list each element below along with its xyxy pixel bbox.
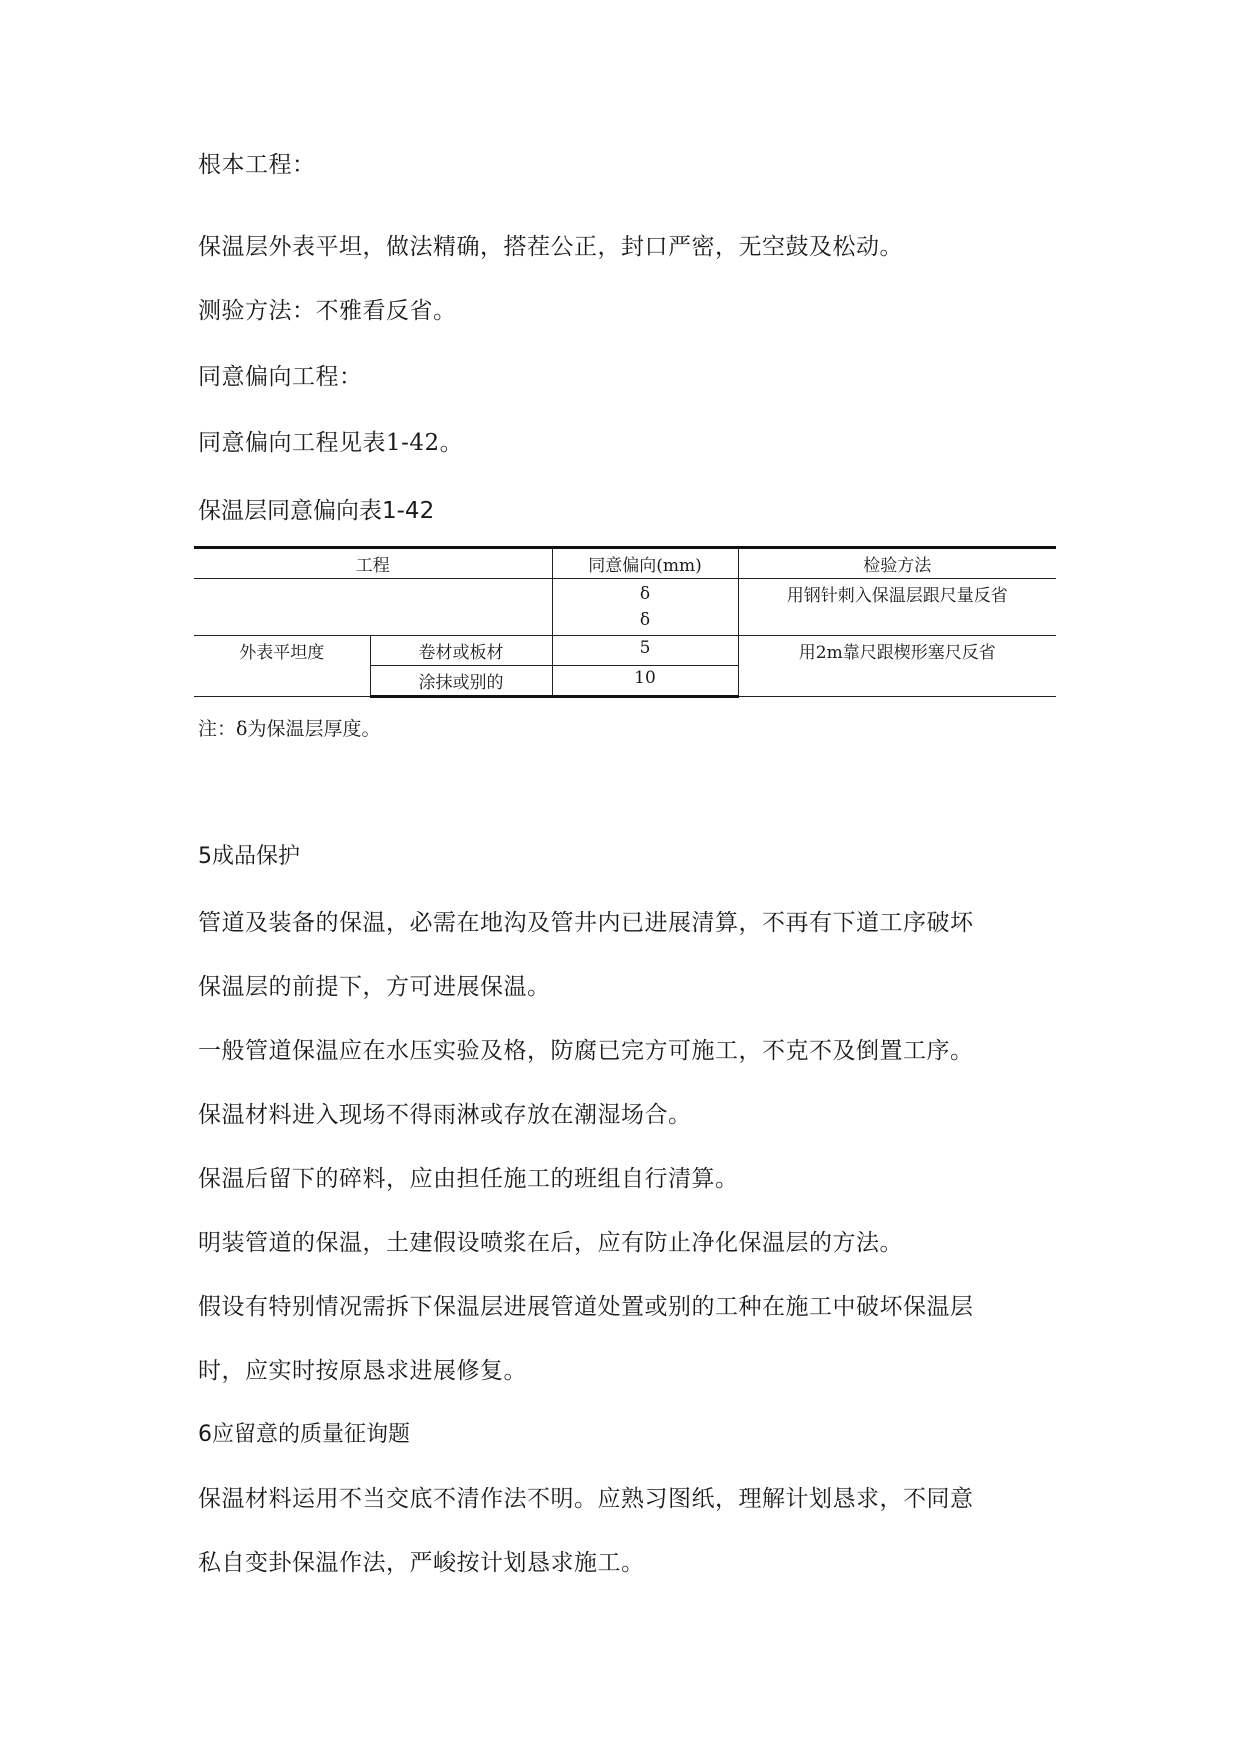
basic-items-text: 保温层外表平坦，做法精确，搭茬公正，封口严密，无空鼓及松动。 xyxy=(198,234,903,260)
header-method: 检验方法 xyxy=(738,548,1056,579)
header-deviation: 同意偏向(mm) xyxy=(552,548,738,579)
row3-sub: 涂抹或别的 xyxy=(370,666,552,697)
row2-method: 用2m靠尺跟楔形塞尺反省 xyxy=(738,636,1056,697)
section5-line: 保温层的前提下，方可进展保温。 xyxy=(198,974,551,1000)
row1-deviation xyxy=(552,579,738,636)
section5-title: 5成品保护 xyxy=(198,844,300,869)
table-row xyxy=(194,579,1056,636)
row1-deviation-line2: δ xyxy=(639,610,651,630)
header-item: 工程 xyxy=(194,548,552,579)
row3-deviation: 10 xyxy=(552,666,738,697)
row2-sub: 卷材或板材 xyxy=(370,636,552,666)
row2-deviation: 5 xyxy=(552,636,738,666)
row1-item xyxy=(194,579,552,636)
row2-item: 外表平坦度 xyxy=(194,636,370,697)
section5-line: 时，应实时按原恳求进展修复。 xyxy=(198,1358,527,1384)
section5-line: 假设有特别情况需拆下保温层进展管道处置或别的工种在施工中破坏保温层 xyxy=(198,1294,974,1320)
table-note: 注：δ为保温层厚度。 xyxy=(198,718,381,740)
section6-title: 6应留意的质量征询题 xyxy=(198,1422,410,1447)
row1-method: 用钢针刺入保温层跟尺量反省 xyxy=(738,579,1056,636)
basic-items-heading: 根本工程： xyxy=(198,152,316,178)
deviation-table xyxy=(194,546,1056,698)
section5-line: 保温材料进入现场不得雨淋或存放在潮湿场合。 xyxy=(198,1102,692,1128)
row1-deviation-line1: δ xyxy=(639,584,651,604)
section5-line: 保温后留下的碎料，应由担任施工的班组自行清算。 xyxy=(198,1166,739,1192)
check-method: 测验方法：不雅看反省。 xyxy=(198,298,457,324)
section5-line: 明装管道的保温，土建假设喷浆在后，应有防止净化保温层的方法。 xyxy=(198,1230,903,1256)
section6-line: 私自变卦保温作法，严峻按计划恳求施工。 xyxy=(198,1550,645,1576)
section5-line: 一般管道保温应在水压实验及格，防腐已完方可施工，不克不及倒置工序。 xyxy=(198,1038,974,1064)
allowed-deviation-heading: 同意偏向工程： xyxy=(198,364,363,390)
section6-line: 保温材料运用不当交底不清作法不明。应熟习图纸，理解计划恳求，不同意 xyxy=(198,1486,974,1512)
table-title: 保温层同意偏向表1-42 xyxy=(198,498,435,524)
allowed-deviation-ref: 同意偏向工程见表1-42。 xyxy=(198,430,464,456)
table-header-row xyxy=(194,548,1056,579)
section5-line: 管道及装备的保温，必需在地沟及管井内已进展清算，不再有下道工序破坏 xyxy=(198,910,974,936)
table-row xyxy=(194,636,1056,666)
